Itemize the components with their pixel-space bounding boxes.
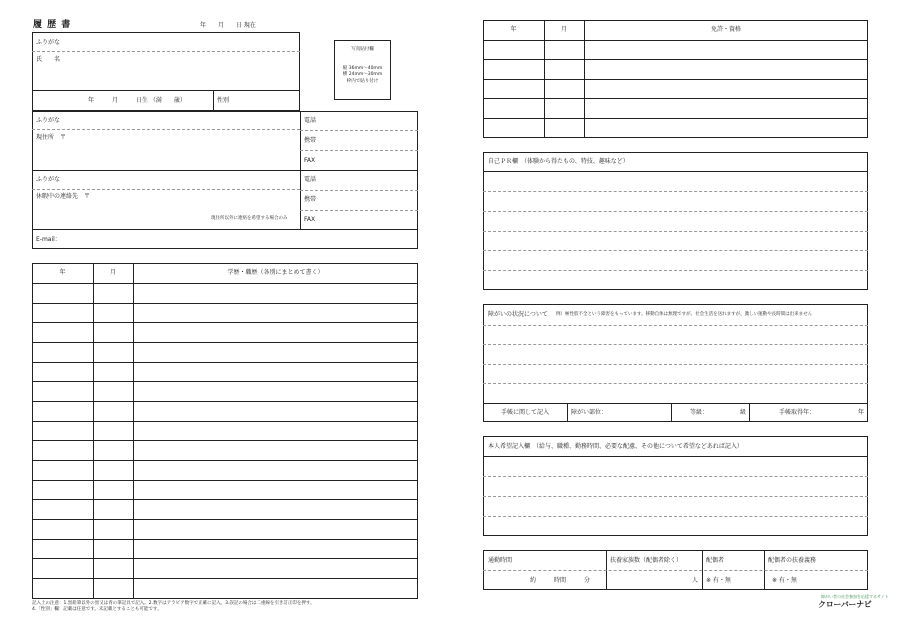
- acquired-year-label: 手帳取得年：: [779, 409, 816, 416]
- commute-value: 約 時間 分: [530, 577, 591, 584]
- disability-box[interactable]: [483, 304, 868, 422]
- grade-label: 等級：: [690, 409, 709, 416]
- page-title: 履 歴 書: [33, 20, 72, 30]
- wishes-label: 本人希望記入欄 （給与、職種、勤務時間、必要な配慮、その他について希望などあれば記入）: [488, 443, 743, 450]
- disability-part-label: 障がい部位：: [571, 409, 608, 416]
- fax-label: FAX: [304, 157, 316, 164]
- license-month-header: 月: [560, 26, 567, 33]
- name-furigana-label: ふりがな: [36, 39, 61, 46]
- notes-line-2: 4.「性別」欄：記載は任意です。未記載とすることも可能です。: [32, 607, 162, 612]
- alt-address-note: 現住所以外に連絡を希望する場合のみ: [211, 216, 288, 221]
- history-year-header: 年: [59, 269, 66, 276]
- spouse-support-label: 配偶者の扶養義務: [768, 557, 817, 564]
- dependents-label: 扶養家族数（配偶者除く）: [610, 557, 683, 564]
- date-line: 年 月 日 現在: [200, 22, 256, 29]
- alt-mobile-label: 携帯: [304, 196, 317, 203]
- email-label: E-mail：: [36, 236, 61, 243]
- spouse-support-value: ※ 有・無: [772, 577, 797, 584]
- alt-address-label: 休暇中の連絡先 〒: [36, 193, 91, 200]
- photo-size-2: 横 24mm〜30mm: [342, 72, 383, 77]
- self-pr-label: 自己ＰＲ欄 （体験から得たもの、特技、趣味など）: [488, 158, 629, 165]
- photo-title: 写真貼付欄: [351, 47, 374, 52]
- spouse-value: ※ 有・無: [706, 577, 731, 584]
- alt-phone-label: 電話: [304, 176, 317, 183]
- acquired-year-unit: 年: [858, 409, 865, 416]
- alt-fax-label: FAX: [304, 216, 316, 223]
- commute-label: 通勤時間: [488, 557, 513, 564]
- notes-line-1: 記入上の注意：1.黒鉛筆以外の黒又は青の筆記具で記入。2.数字はアラビア数字で正確に記入。3.誤記の場合は二重線を引き訂正印を押す。: [32, 601, 315, 606]
- mobile-label: 携帯: [304, 137, 317, 144]
- grade-unit: 級: [740, 409, 747, 416]
- license-year-header: 年: [510, 26, 517, 33]
- gender-label: 性別: [217, 97, 230, 104]
- handbook-label: 手帳に関して記入: [500, 409, 549, 416]
- disability-example: 例）極性肢不全という障害をもっています。移動自体は無理ですが、社会生活を送れますが、激しい運動や長時間は出来ません: [556, 312, 813, 317]
- history-month-header: 月: [109, 269, 116, 276]
- license-content-header: 免許・資格: [710, 26, 741, 33]
- photo-size-1: 縦 36mm〜40mm: [342, 66, 383, 71]
- brand-tagline: 障がい者の社会参加を応援するサイト: [821, 594, 889, 599]
- photo-note: 枠内で貼り付け: [346, 79, 379, 84]
- phone-label: 電話: [304, 117, 317, 124]
- birthdate-line: 年 月 日生 （満 歳）: [88, 97, 186, 104]
- address-furigana-label: ふりがな: [36, 117, 61, 124]
- history-table: [32, 263, 418, 599]
- disability-label: 障がいの状況について: [488, 311, 548, 318]
- dependents-unit: 人: [692, 577, 699, 584]
- alt-address-furigana-label: ふりがな: [36, 176, 61, 183]
- history-content-header: 学歴・職歴（各別にまとめて書く）: [227, 269, 324, 276]
- name-label: 氏 名: [36, 56, 61, 63]
- wishes-box[interactable]: [483, 436, 868, 536]
- brand-logo: クローバーナビ: [818, 600, 872, 609]
- spouse-label: 配偶者: [706, 557, 725, 564]
- address-label: 現住所 〒: [36, 134, 67, 141]
